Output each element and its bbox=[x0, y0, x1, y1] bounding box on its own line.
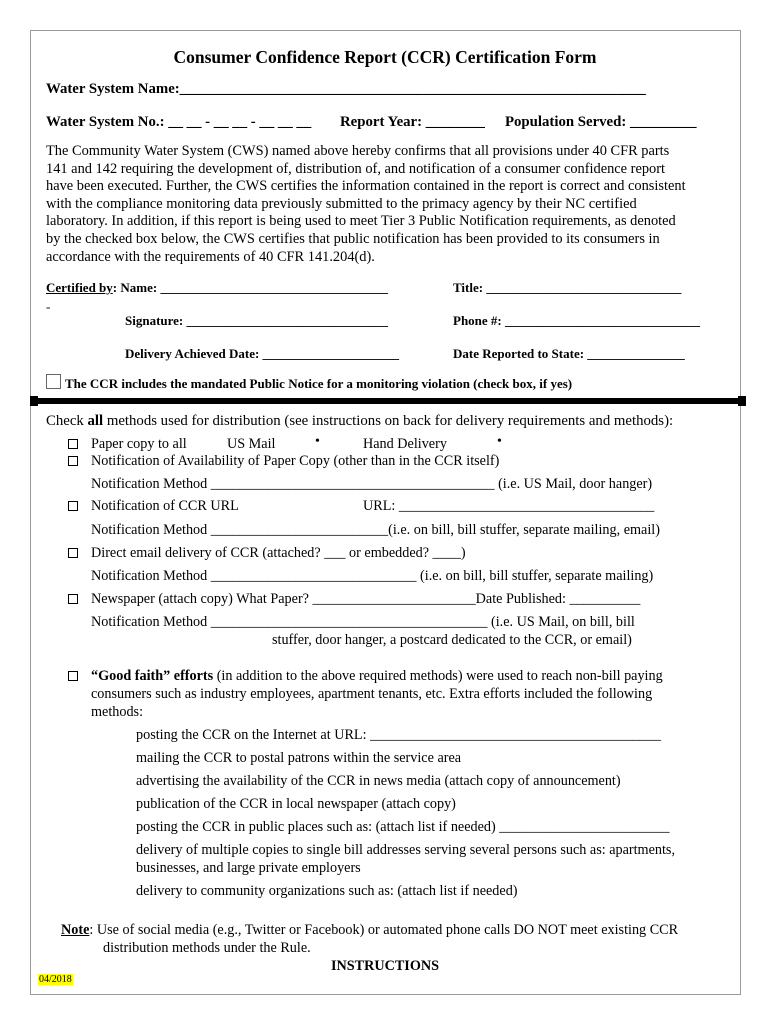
us-mail-label: US Mail bbox=[227, 436, 276, 452]
water-system-name-field[interactable]: Water System Name:_______________________________________________________________ bbox=[46, 81, 646, 97]
good-faith-checkbox-wrap bbox=[68, 668, 78, 685]
notification-method-2[interactable]: Notification Method _________________________(i.e. on bill, bill stuffer, separate mailing, email) bbox=[91, 522, 660, 538]
intro-text: Check bbox=[46, 413, 88, 429]
stray-dash: - bbox=[46, 299, 51, 314]
certified-by-row bbox=[46, 280, 388, 296]
gf-item: posting the CCR on the Internet at URL: _________________________________________ bbox=[136, 727, 661, 743]
note-text: : Use of social media (e.g., Twitter or Facebook) or automated phone calls DO NOT meet existing CCR bbox=[89, 922, 679, 938]
gf-item: delivery to community organizations such as: (attach list if needed) bbox=[136, 883, 518, 899]
ccr-url-label: Notification of CCR URL bbox=[91, 498, 239, 514]
gf-item-cont: businesses, and large private employers bbox=[136, 860, 361, 876]
newspaper-checkbox[interactable] bbox=[68, 594, 78, 604]
good-faith-line-3: methods: bbox=[91, 704, 144, 720]
intro-text-rest: methods used for distribution (see instructions on back for delivery requirements and methods): bbox=[103, 413, 674, 429]
hand-delivery-label: Hand Delivery bbox=[363, 436, 447, 452]
hand-delivery-bullet[interactable]: • bbox=[497, 434, 502, 449]
availability-label: Notification of Availability of Paper Copy (other than in the CCR itself) bbox=[91, 453, 500, 469]
availability-checkbox[interactable] bbox=[68, 456, 78, 466]
gf-item: advertising the availability of the CCR in news media (attach copy of announcement) bbox=[136, 773, 621, 789]
signature-field[interactable]: Signature: _______________________________ bbox=[125, 313, 389, 328]
url-checkbox-wrap bbox=[68, 498, 78, 515]
title-field[interactable]: Title: ______________________________ bbox=[453, 280, 682, 295]
paper-copy-label: Paper copy to all bbox=[91, 436, 187, 452]
paragraph-line: have been executed. Further, the CWS certifies the information contained in the report is correct and consistent bbox=[46, 178, 686, 195]
note-label: Note bbox=[61, 922, 90, 938]
report-year-field[interactable]: Report Year: ________ bbox=[340, 114, 485, 130]
newspaper-label: Newspaper (attach copy) What Paper? _______________________Date Published: __________ bbox=[91, 591, 641, 607]
instructions-heading: INSTRUCTIONS bbox=[330, 958, 439, 974]
good-faith-text: (in addition to the above required methods) were used to reach non-bill paying bbox=[213, 668, 663, 684]
paragraph-line: laboratory. In addition, if this report is being used to meet Tier 3 Public Notification requirements, as denoted bbox=[46, 213, 676, 230]
gf-item: publication of the CCR in local newspaper (attach copy) bbox=[136, 796, 456, 812]
gf-item: posting the CCR in public places such as: (attach list if needed) ________________________ bbox=[136, 819, 670, 835]
public-notice-checkbox[interactable] bbox=[46, 374, 61, 389]
note-line-1 bbox=[61, 922, 678, 939]
certification-paragraph bbox=[46, 143, 736, 266]
good-faith-checkbox[interactable] bbox=[68, 671, 78, 681]
notification-method-1[interactable]: Notification Method ________________________________________ (i.e. US Mail, door hanger) bbox=[91, 476, 653, 492]
phone-field[interactable]: Phone #: ______________________________ bbox=[453, 313, 700, 328]
good-faith-line-2: consumers such as industry employees, apartment tenants, etc. Extra efforts included the following bbox=[91, 686, 653, 702]
good-faith-bold: “Good faith” efforts bbox=[91, 668, 214, 684]
date-reported-field[interactable]: Date Reported to State: _______________ bbox=[453, 346, 685, 361]
note-line-2: distribution methods under the Rule. bbox=[103, 940, 311, 956]
revision-date: 04/2018 bbox=[39, 974, 72, 985]
paragraph-line: with the compliance monitoring data previously submitted to the primacy agency by their NC certified bbox=[46, 195, 637, 212]
good-faith-line-1 bbox=[91, 668, 663, 685]
intro-all: all bbox=[87, 413, 104, 429]
gf-item: delivery of multiple copies to single bill addresses serving several persons such as: apartments, bbox=[136, 842, 675, 858]
gf-item: mailing the CCR to postal patrons within the service area bbox=[136, 750, 462, 766]
notification-method-3[interactable]: Notification Method _____________________________ (i.e. on bill, bill stuffer, separate mailing) bbox=[91, 568, 654, 584]
public-notice-label: The CCR includes the mandated Public Notice for a monitoring violation (check box, if yes) bbox=[65, 376, 573, 391]
form-title: Consumer Confidence Report (CCR) Certification Form bbox=[173, 47, 597, 67]
paragraph-line: 141 and 142 requiring the development of, distribution of, and notification of a consumer confidence report bbox=[46, 160, 666, 177]
notification-method-4[interactable]: Notification Method _______________________________________ (i.e. US Mail, on bill, bill bbox=[91, 614, 635, 630]
paragraph-line: accordance with the requirements of 40 CFR 141.204(d). bbox=[46, 248, 375, 265]
email-checkbox-wrap bbox=[68, 545, 78, 562]
section-divider bbox=[30, 398, 746, 404]
paper-copy-row bbox=[68, 436, 78, 453]
population-served-field[interactable]: Population Served: _________ bbox=[505, 114, 697, 130]
notification-method-4-cont: stuffer, door hanger, a postcard dedicated to the CCR, or email) bbox=[272, 632, 632, 648]
url-field[interactable]: URL: ____________________________________ bbox=[363, 498, 655, 514]
certified-by-label: Certified by bbox=[46, 280, 113, 295]
methods-intro bbox=[46, 413, 673, 430]
ccr-url-checkbox[interactable] bbox=[68, 501, 78, 511]
availability-checkbox-wrap bbox=[68, 453, 78, 470]
paragraph-line: by the checked box below, the CWS certifies that public notification has been provided to its consumers in bbox=[46, 230, 660, 247]
paragraph-line: The Community Water System (CWS) named above hereby confirms that all provisions under 40 CFR parts bbox=[46, 143, 670, 159]
name-field[interactable]: : Name: ___________________________________ bbox=[112, 280, 388, 295]
water-system-no-field[interactable]: Water System No.: __ __ - __ __ - __ __ __ bbox=[46, 114, 312, 130]
direct-email-label: Direct email delivery of CCR (attached? ___ or embedded? ____) bbox=[91, 545, 466, 561]
delivery-date-field[interactable]: Delivery Achieved Date: _____________________ bbox=[125, 346, 400, 361]
us-mail-bullet[interactable]: • bbox=[315, 434, 320, 449]
direct-email-checkbox[interactable] bbox=[68, 548, 78, 558]
paper-copy-checkbox[interactable] bbox=[68, 439, 78, 449]
newspaper-checkbox-wrap bbox=[68, 591, 78, 608]
